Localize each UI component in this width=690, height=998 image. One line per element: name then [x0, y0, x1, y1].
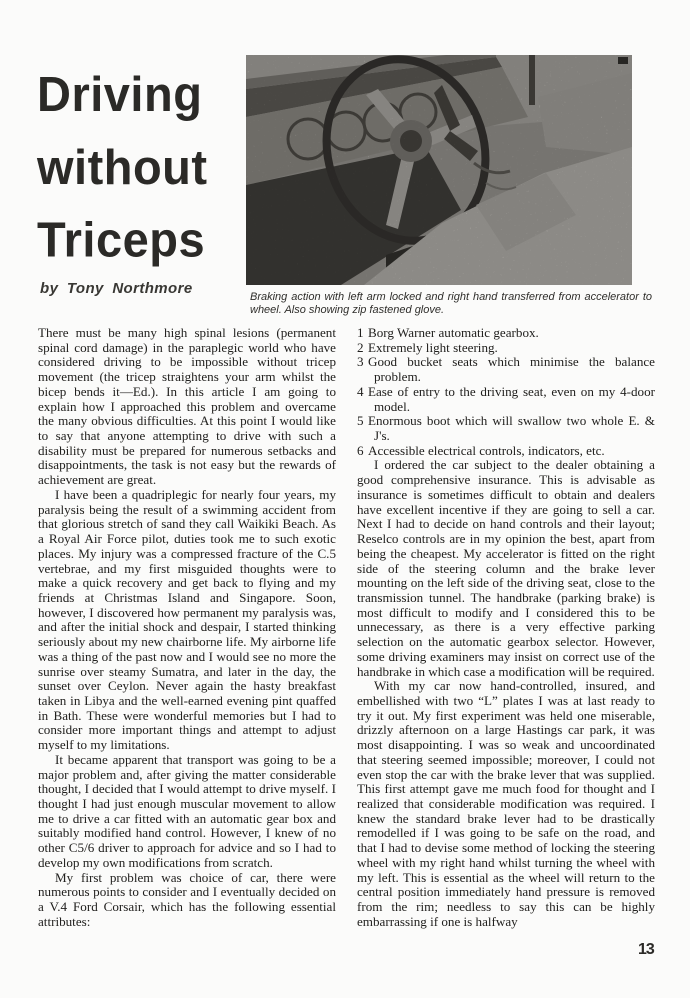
- page-number: 13: [638, 941, 654, 958]
- list-item: [357, 326, 655, 341]
- article-title-line-1: Driving: [37, 66, 203, 122]
- list-item-text: Good bucket seats which minimise the balance problem.: [368, 354, 655, 385]
- article-byline: by Tony Northmore: [40, 280, 193, 297]
- paragraph: With my car now hand-controlled, insured, and embellished with two “L” plates I was at last ready to try it out. My first experiment was held one miserable, drizzly afternoon on a large Hastings car park, it was most disappointing. I was so weak and uncoordinated that steering seemed impossible; moreover, I could not even stop the car with the brake lever that was supplied. This first attempt gave me much food for thought and I realized that considerable modification was required. I knew the standard brake lever had to be drastically remodelled if I was going to be safe on the road, and that I had to devise some method of locking the steering wheel with my right hand whilst turning the wheel with my left. This is essential as the wheel will return to the central position immediately hand pressure is removed from the rim; needless to say this can be highly embarrassing if one is halfway: [357, 678, 655, 929]
- paragraph: It became apparent that transport was going to be a major problem and, after giving the matter considerable thought, I decided that I would attempt to drive myself. I thought I had just enough muscular movement to allow me to drive a car fitted with an automatic gear box and suitably modified hand control. However, I knew of no other C5/6 driver to approach for advice and so I had to develop my own modifications from scratch.: [38, 751, 336, 870]
- paragraph: My first problem was choice of car, there were numerous points to consider and I eventually decided on a V.4 Ford Corsair, which has the following essential attributes:: [38, 869, 336, 929]
- list-item-text: Extremely light steering.: [368, 339, 498, 355]
- list-item-number: 5: [357, 413, 364, 429]
- list-item-number: 6: [357, 442, 364, 458]
- list-item: [357, 385, 655, 414]
- list-item-text: Borg Warner automatic gearbox.: [368, 325, 539, 340]
- list-item-text: Enormous boot which will swallow two whole E. & J's.: [368, 413, 655, 444]
- paragraph: There must be many high spinal lesions (permanent spinal cord damage) in the paraplegic world who have considered driving to be impossible without tricep movement (the tricep straightens your arm whilst the bicep bends it—Ed.). In this article I am going to explain how I approached this problem and overcame the many obvious difficulties. At this point I would like to say that anyone attempting to drive with such a disability must be prepared for numerous setbacks and disappointments, the task is not easy but the rewards of achievement are great.: [38, 325, 336, 488]
- list-item-number: 4: [357, 383, 364, 399]
- list-item-number: 3: [357, 354, 364, 370]
- list-item: [357, 414, 655, 443]
- article-title: [37, 58, 247, 276]
- list-item: [357, 341, 655, 356]
- article-title-line-3: Triceps: [37, 211, 206, 268]
- article-photo: [246, 55, 632, 285]
- list-item: [357, 355, 655, 384]
- right-column: [357, 326, 655, 929]
- list-item: [357, 444, 655, 459]
- paragraph: I have been a quadriplegic for nearly four years, my paralysis being the result of a swimming accident from that glorious stretch of sand they call Waikiki Beach. As a Royal Air Force pilot, duties took me to such exotic places. My injury was a compressed fracture of the C.5 vertebrae, and my first misguided thoughts were to make a quick recovery and get back to flying and my friends at Christmas Island and Singapore. Soon, however, I discovered how permanent my paralysis was, and after the initial shock and despair, I started thinking seriously about my new chairborne life. My airborne life was a thing of the past now and I would see no more the sunrise over steamy Sumatra, and later in the day, the sunset over Ceylon. Never again the hasty breakfast taken in Libya and the well-earned evening pint quaffed in Bath. These were wonderful memories but I had to consider more important things and attempt to adjust myself to my limitations.: [38, 486, 336, 753]
- list-item-text: Accessible electrical controls, indicators, etc.: [368, 442, 605, 458]
- list-item-number: 2: [357, 339, 364, 355]
- list-item-number: 1: [357, 325, 364, 340]
- list-item-text: Ease of entry to the driving seat, even on my 4-door model.: [368, 383, 655, 414]
- article-title-line-2: without: [37, 139, 208, 195]
- photo-caption: Braking action with left arm locked and right hand transferred from accelerator to wheel. Also showing zip fastened glove.: [250, 291, 652, 316]
- car-interior-photo-illustration: [246, 55, 632, 285]
- left-column: [38, 326, 336, 929]
- attributes-list: [357, 326, 655, 458]
- paragraph: I ordered the car subject to the dealer obtaining a good comprehensive insurance. This is advisable as insurance is sometimes difficult to obtain and dealers have excellent incentive if they are going to sell a car. Next I had to decide on hand controls and their layout; Reselco controls are in my opinion the best, apart from being the cheapest. My accelerator is fitted on the right side of the steering column and the brake lever mounting on the left side of the driving seat, close to the transmission tunnel. The handbrake (parking brake) is most difficult to modify and I considered this to be unnecessary, as there is a very effective parking selection on the automatic gearbox selector. However, some driving examiners may insist on correct use of the handbrake in which case a modification will be required.: [357, 457, 655, 679]
